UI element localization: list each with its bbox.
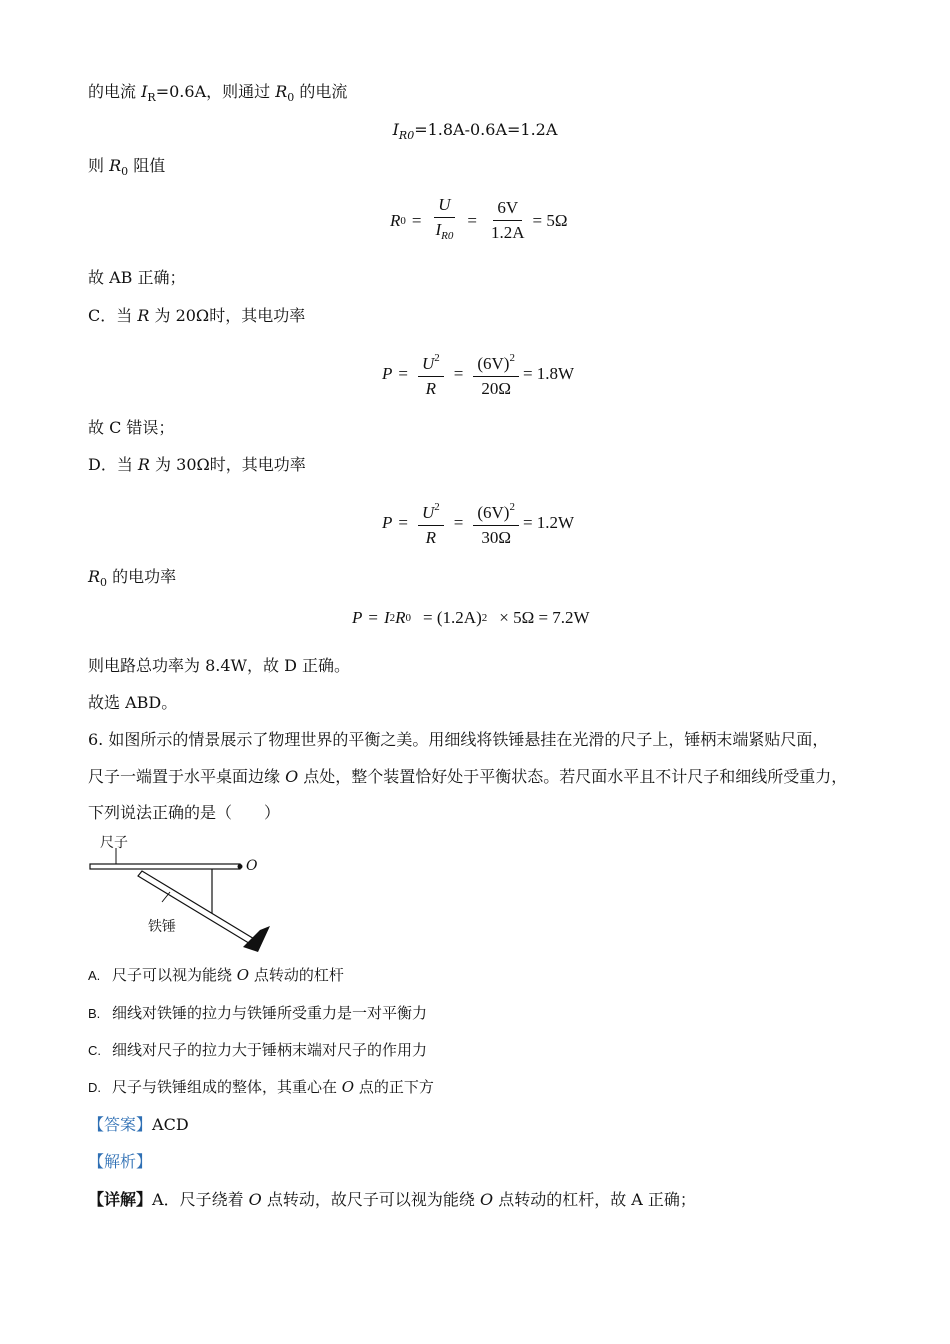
detail-line: 【详解】A．尺子绕着 O 点转动，故尺子可以视为能绕 O 点转动的杠杆，故 A 正确；: [88, 1190, 696, 1209]
text-line: 则电路总功率为 8.4W，故 D 正确。: [88, 656, 350, 675]
pivot-point-o: [238, 864, 243, 869]
text-line: 则 $R_0$ 阻值: [88, 156, 166, 178]
option-d[interactable]: D. 尺子与铁锤组成的整体，其重心在 O 点的正下方: [88, 1078, 434, 1096]
answer-line: [88, 1115, 189, 1135]
formula-current: $I_{R0}=1.8A-0.6A=1.2A$: [392, 120, 558, 142]
text-line: 故 AB 正确；: [88, 268, 186, 287]
option-b[interactable]: B. 细线对铁锤的拉力与铁锤所受重力是一对平衡力: [88, 1004, 428, 1022]
answer-tag: 【答案】: [88, 1115, 153, 1134]
formula-power-r0: P = I 2 R 0 = (1.2A) 2 × 5Ω = 7.2W: [352, 608, 590, 627]
text-line: $R_0$ 的电功率: [88, 567, 177, 589]
text-line: 故 C 错误；: [88, 418, 175, 437]
formula-resistance: R 0 = $\frac{U}{I_{R0}}$ = $\frac{6V}{1.2A}$ = 5Ω: [390, 195, 568, 242]
analysis-tag: 【解析】: [88, 1152, 153, 1171]
text-line: D．当 R 为 30Ω时，其电功率: [88, 455, 306, 474]
question-6-line-2: 尺子一端置于水平桌面边缘 O 点处，整个装置恰好处于平衡状态。若尺面水平且不计尺子和细线所受重力，: [88, 767, 848, 786]
ruler: [90, 864, 240, 869]
option-a[interactable]: A. 尺子可以视为能绕 O 点转动的杠杆: [88, 966, 344, 984]
ruler-hammer-figure: [80, 830, 280, 960]
text-line: C．当 R 为 20Ω时，其电功率: [88, 306, 306, 325]
question-6-line-3: 下列说法正确的是（ ）: [88, 803, 281, 822]
option-c[interactable]: C. 细线对尺子的拉力大于锤柄末端对尺子的作用力: [88, 1041, 428, 1059]
hammer-label: 铁锤: [148, 919, 176, 935]
ruler-label: 尺子: [100, 835, 128, 851]
answer-value: ACD: [152, 1115, 189, 1134]
text-line: 的电流 $I_R=0.6A$，则通过 $R_0$ 的电流: [88, 82, 348, 104]
o-label: O: [246, 858, 258, 874]
formula-power-30: P = $\frac{U^2}{R}$ = $\frac{(6V)^2}{30\Omega}$ = 1.2W: [382, 497, 574, 548]
formula-power-20: P = $\frac{U^2}{R}$ = $\frac{(6V)^2}{20\Omega}$ = 1.8W: [382, 348, 574, 399]
question-6-line-1: 6. 如图所示的情景展示了物理世界的平衡之美。用细线将铁锤悬挂在光滑的尺子上，锤柄末端紧贴尺面，: [88, 730, 829, 749]
text-line: 故选 ABD。: [88, 693, 178, 712]
